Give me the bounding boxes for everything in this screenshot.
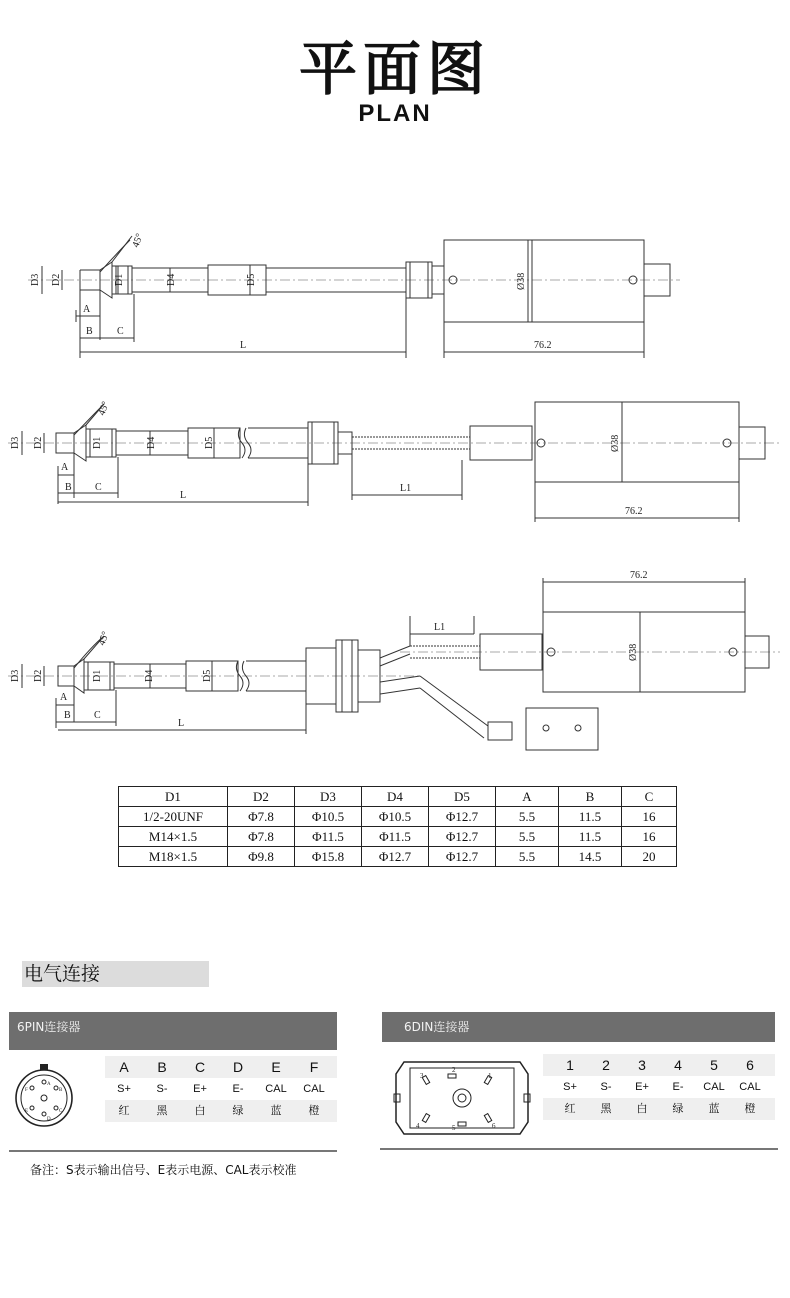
wire-color-label: 绿: [232, 1104, 244, 1117]
pin6-face-letter: F: [25, 1088, 28, 1093]
dia38-label-2: Ø38: [610, 434, 621, 452]
l1-label-3: L1: [434, 622, 446, 633]
table-cell: 16: [622, 827, 677, 847]
wiring-note: 备注：S表示输出信号、E表示电源、CAL表示校准: [30, 1163, 297, 1177]
wire-color-label: 绿: [672, 1102, 684, 1115]
pin-label: F: [309, 1059, 319, 1075]
d3-label: D3: [30, 273, 41, 286]
table-header: A: [496, 787, 559, 807]
pin6-colors-row: [105, 1100, 337, 1122]
d2-label-2: D2: [33, 436, 44, 449]
a-label-2: A: [61, 462, 69, 473]
table-cell: Φ12.7: [362, 847, 429, 867]
din6-grid: [552, 1054, 768, 1120]
l-label-3: L: [178, 718, 185, 729]
pin-label: 4: [674, 1057, 682, 1073]
pin6-face-letter: C: [59, 1109, 63, 1114]
c-label-3: C: [94, 710, 101, 721]
table-cell: Φ12.7: [429, 847, 496, 867]
pin6-connector-title: 6PIN连接器: [9, 1012, 337, 1050]
pin-label: 6: [746, 1057, 754, 1073]
table-cell: 14.5: [559, 847, 622, 867]
wire-color-label: 红: [564, 1102, 576, 1115]
drawing-2-flexible-stem: [8, 402, 780, 522]
pin-label: 3: [638, 1057, 646, 1073]
table-header: D2: [228, 787, 295, 807]
signal-label: S-: [156, 1083, 168, 1095]
dia38-label-3: Ø38: [628, 643, 639, 661]
pin6-face-letter: A: [47, 1082, 51, 1087]
table-cell: Φ11.5: [295, 827, 362, 847]
table-cell: M18×1.5: [119, 847, 228, 867]
table-cell: Φ12.7: [429, 827, 496, 847]
angle-label: 45°: [130, 232, 146, 250]
wire-color-label: 白: [194, 1104, 206, 1117]
d2-label-3: D2: [33, 669, 44, 682]
pin-label: A: [119, 1059, 129, 1075]
pin6-signals-row: [105, 1078, 337, 1100]
pin-label: C: [194, 1059, 206, 1075]
table-cell: Φ7.8: [228, 807, 295, 827]
table-header: D3: [295, 787, 362, 807]
din6-face-number: 2: [452, 1066, 456, 1074]
din6-pins-row: [552, 1054, 768, 1076]
pin6-face-letter: E: [25, 1109, 29, 1114]
len762-label-2: 76.2: [625, 506, 643, 517]
table-cell: Φ10.5: [362, 807, 429, 827]
d3-label-2: D3: [10, 436, 21, 449]
pin-label: D: [232, 1059, 244, 1075]
pin6-connector-face-icon: [10, 1058, 80, 1138]
drawing-3-flexible-stem-thermocouple: [8, 578, 780, 750]
din6-divider: [380, 1148, 778, 1150]
dimension-table: [118, 786, 677, 867]
b-label-2: B: [65, 482, 72, 493]
signal-label: S+: [563, 1081, 577, 1093]
d4-label-3: D4: [144, 669, 155, 682]
electrical-section-title: 电气连接: [22, 961, 209, 987]
table-row: [119, 827, 677, 847]
pin-label: 1: [566, 1057, 574, 1073]
table-header: C: [622, 787, 677, 807]
drawing-1-rigid-stem: [28, 236, 680, 358]
table-cell: Φ15.8: [295, 847, 362, 867]
l-label-2: L: [180, 490, 187, 501]
table-header: B: [559, 787, 622, 807]
din6-connector-title: 6DIN连接器: [382, 1012, 775, 1042]
table-header: D4: [362, 787, 429, 807]
l-label: L: [240, 340, 247, 351]
din6-face-number: 3: [420, 1072, 424, 1080]
pin-label: E: [271, 1059, 281, 1075]
table-header: D1: [119, 787, 228, 807]
d4-label-2: D4: [146, 436, 157, 449]
wire-color-label: 黑: [600, 1102, 612, 1115]
table-cell: Φ10.5: [295, 807, 362, 827]
d2-label: D2: [51, 273, 62, 286]
page-subtitle: PLAN: [358, 100, 432, 127]
table-cell: Φ12.7: [429, 807, 496, 827]
d5-label-3: D5: [202, 669, 213, 682]
signal-label: S-: [600, 1081, 612, 1093]
din6-connector-face-icon: [392, 1058, 532, 1138]
page-title: 平面图: [298, 35, 491, 103]
d1-label-2: D1: [92, 436, 103, 449]
pin6-grid: [105, 1056, 337, 1122]
len762-label-3: 76.2: [630, 570, 648, 581]
d1-label: D1: [114, 273, 125, 286]
pin-label: 5: [710, 1057, 718, 1073]
table-cell: 11.5: [559, 827, 622, 847]
table-cell: 5.5: [496, 827, 559, 847]
signal-label: CAL: [703, 1081, 725, 1093]
len762-label: 76.2: [534, 340, 552, 351]
table-cell: 1/2-20UNF: [119, 807, 228, 827]
pin-label: 2: [602, 1057, 610, 1073]
table-cell: Φ7.8: [228, 827, 295, 847]
wire-color-label: 橙: [744, 1102, 756, 1115]
b-label: B: [86, 326, 93, 337]
din6-face-number: 5: [452, 1124, 456, 1132]
a-label: A: [83, 304, 91, 315]
c-label-2: C: [95, 482, 102, 493]
wire-color-label: 蓝: [270, 1104, 282, 1117]
pin6-pins-row: [105, 1056, 337, 1078]
table-cell: Φ9.8: [228, 847, 295, 867]
d5-label: D5: [246, 273, 257, 286]
d3-label-3: D3: [10, 669, 21, 682]
signal-label: E-: [232, 1083, 244, 1095]
table-row: [119, 807, 677, 827]
d1-label-3: D1: [92, 669, 103, 682]
signal-label: E+: [635, 1081, 649, 1093]
wire-color-label: 黑: [156, 1104, 168, 1117]
din6-face-number: 1: [488, 1072, 492, 1080]
d5-label-2: D5: [204, 436, 215, 449]
a-label-3: A: [60, 692, 68, 703]
pin6-face-letter: B: [59, 1088, 63, 1093]
pin6-divider: [9, 1150, 337, 1152]
table-row: [119, 847, 677, 867]
wire-color-label: 橙: [308, 1104, 320, 1117]
pin-label: B: [157, 1059, 167, 1075]
signal-label: CAL: [739, 1081, 761, 1093]
signal-label: E-: [672, 1081, 684, 1093]
din6-face-number: 4: [416, 1122, 420, 1130]
c-label: C: [117, 326, 124, 337]
table-cell: 5.5: [496, 807, 559, 827]
angle-label-2: 45°: [96, 400, 112, 418]
l1-label-2: L1: [400, 483, 412, 494]
table-cell: 20: [622, 847, 677, 867]
table-cell: 5.5: [496, 847, 559, 867]
signal-label: S+: [117, 1083, 131, 1095]
d4-label: D4: [166, 273, 177, 286]
signal-label: CAL: [303, 1083, 325, 1095]
table-cell: M14×1.5: [119, 827, 228, 847]
dia38-label: Ø38: [516, 272, 527, 290]
wire-color-label: 红: [118, 1104, 130, 1117]
wire-color-label: 蓝: [708, 1102, 720, 1115]
table-cell: 16: [622, 807, 677, 827]
signal-label: E+: [193, 1083, 207, 1095]
table-header: D5: [429, 787, 496, 807]
table-header-row: [119, 787, 677, 807]
din6-colors-row: [552, 1098, 768, 1120]
din6-face-number: 6: [492, 1122, 496, 1130]
din6-signals-row: [552, 1076, 768, 1098]
angle-label-3: 45°: [96, 630, 112, 648]
wire-color-label: 白: [636, 1102, 648, 1115]
table-cell: Φ11.5: [362, 827, 429, 847]
table-cell: 11.5: [559, 807, 622, 827]
pin6-face-letter: D: [47, 1117, 51, 1122]
signal-label: CAL: [265, 1083, 287, 1095]
b-label-3: B: [64, 710, 71, 721]
